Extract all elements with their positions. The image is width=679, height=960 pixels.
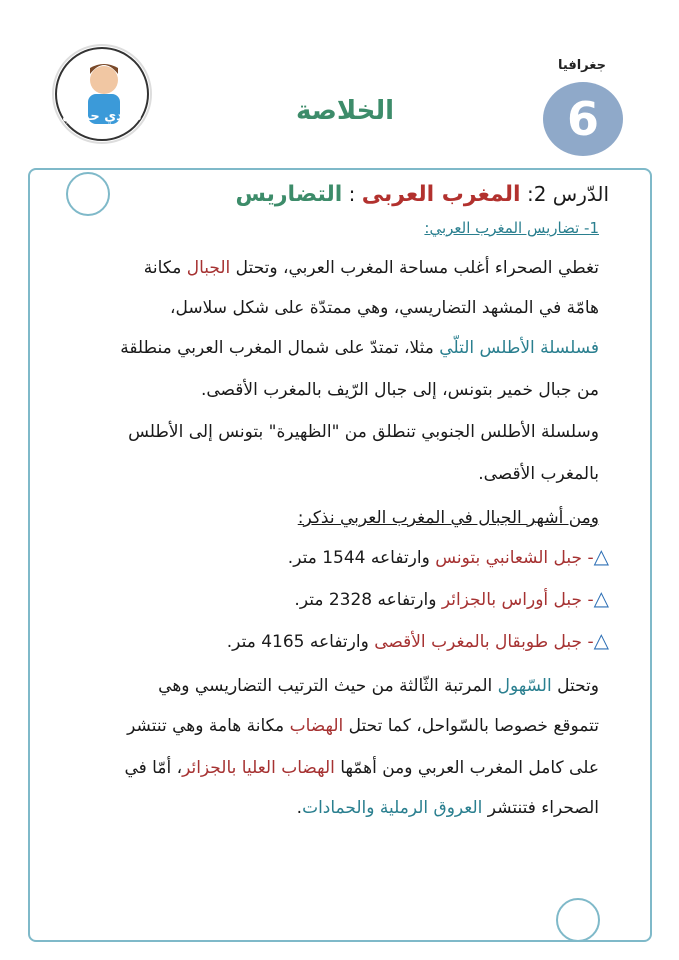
keyword-ergs: العروق الرملية والحمادات <box>302 798 483 818</box>
mountain-name: - جبل أوراس بالجزائر <box>441 590 594 610</box>
mountain-item <box>294 586 609 612</box>
triangle-icon: △ <box>593 586 609 610</box>
lesson-separator: : <box>348 182 356 206</box>
mountain-height: وارتفاعه 4165 متر. <box>226 632 375 652</box>
mountain-name: - جبل الشعانبي بتونس <box>435 548 594 568</box>
lesson-topic: المغرب العربى <box>361 182 521 207</box>
text-run: مكانة <box>143 258 187 278</box>
keyword-plateaus: الهضاب <box>289 716 344 736</box>
keyword-plains: السّهول <box>497 676 552 696</box>
triangle-icon: △ <box>593 628 609 652</box>
character-logo-text: سيدي حمدي <box>62 109 142 124</box>
text-run: ، أمّا في <box>124 758 183 778</box>
mountain-height: وارتفاعه 1544 متر. <box>287 548 436 568</box>
character-logo-top <box>52 44 152 144</box>
text-run: الصحراء فتنتشر <box>482 798 599 818</box>
summary-title: الخلاصة <box>295 96 395 126</box>
mountains-heading: ومن أشهر الجبال في المغرب العربي نذكر: <box>297 508 599 528</box>
lesson-prefix: الدّرس 2: <box>526 182 609 206</box>
paragraph-line-1 <box>144 256 599 280</box>
triangle-icon: △ <box>593 544 609 568</box>
paragraph-line-2: هامّة في المشهد التضاريسي، وهي ممتدّة على شكل سلاسل، <box>170 298 599 318</box>
mountain-height: وارتفاعه 2328 متر. <box>294 590 442 610</box>
mountain-item <box>227 628 609 654</box>
scroll-curl-bottom-right <box>556 898 600 942</box>
paragraph-line-4: من جبال خمير بتونس، إلى جبال الرّيف بالمغرب الأقصى. <box>200 380 599 400</box>
text-run: تتموقع خصوصا بالسّواحل، كما تحتل <box>343 716 599 736</box>
mountain-item <box>288 544 609 570</box>
lesson-number: 6 <box>566 92 599 146</box>
keyword-tell-atlas: فسلسلة الأطلس التلّي <box>439 338 599 358</box>
lesson-title: التضاريس <box>235 182 343 207</box>
text-run: مثلا، تمتدّ على شمال المغرب العربي منطلقة <box>120 338 440 358</box>
text-run: المرتبة الثّالثة من حيث الترتيب التضاريسي وهي <box>158 676 498 696</box>
text-run: مكانة هامة وهي تنتشر <box>127 716 290 736</box>
mountain-name: - جبل طوبقال بالمغرب الأقصى <box>374 632 594 652</box>
keyword-high-plateaus: الهضاب العليا بالجزائر <box>182 758 335 778</box>
subject-label: جغرافيا <box>558 58 606 73</box>
paragraph2-line-3 <box>124 756 599 780</box>
paragraph2-line-2 <box>127 714 599 738</box>
text-run: وتحتل <box>551 676 599 696</box>
paragraph-line-5: وسلسلة الأطلس الجنوبي تنطلق من "الظهيرة" بتونس إلى الأطلس <box>128 422 599 442</box>
section-heading: 1- تضاريس المغرب العربي: <box>424 219 599 237</box>
text-run: على كامل المغرب العربي ومن أهمّها <box>334 758 599 778</box>
paragraph2-line-4 <box>297 796 599 820</box>
lesson-heading <box>236 182 610 207</box>
paragraph-line-6: بالمغرب الأقصى. <box>478 464 599 484</box>
paragraph-line-3 <box>120 336 599 360</box>
paragraph2-line-1 <box>158 674 599 698</box>
keyword-mountains: الجبال <box>186 258 231 278</box>
character-illustration-icon <box>54 46 150 142</box>
text-run: تغطي الصحراء أغلب مساحة المغرب العربي، وتحتل <box>230 258 599 278</box>
scroll-curl-top-left <box>66 172 110 216</box>
text-run: . <box>296 798 303 818</box>
